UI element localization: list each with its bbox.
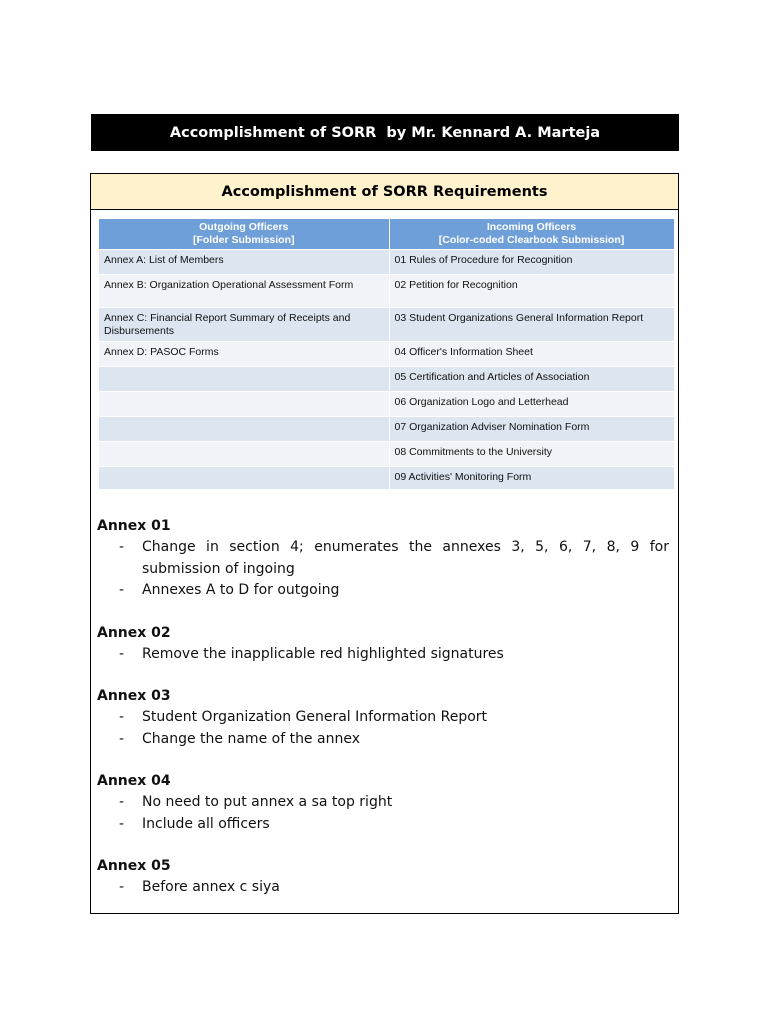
annex-item-list [97,792,669,835]
list-item-text: Annexes A to D for outgoing [142,582,340,598]
table-row [99,367,674,392]
cell-text: 04 Officer's Information Sheet [394,346,533,358]
annex-03-section [97,685,669,750]
table-cell [99,275,389,308]
table-cell [99,467,389,489]
annex-heading: Annex 04 [97,773,171,789]
requirements-box-title: Accomplishment of SORR Requirements [221,183,548,200]
table-row [99,417,674,442]
annex-item-list [97,644,669,666]
list-item-text: Include all officers [142,815,270,832]
table-row [99,392,674,417]
annex-notes [97,515,669,919]
annex-01-section [97,515,669,602]
list-item-text: Change in section 4; enumerates the annexes 3, 5, 6, 7, 8, 9 for submission of ingoing [142,539,669,577]
table-row [99,275,674,308]
requirements-box [90,173,679,914]
table-cell [99,342,389,367]
table-header-row [99,219,674,250]
outgoing-officers-header [99,219,389,250]
table-cell [99,417,389,442]
annex-heading: Annex 05 [97,858,171,874]
requirements-box-header [91,174,678,210]
cell-text: Annex D: PASOC Forms [104,346,219,358]
list-item [97,814,669,836]
dash-bullet: - [119,794,125,810]
dash-bullet: - [119,879,125,895]
dash-bullet: - [119,645,125,662]
table-cell [389,342,674,367]
table-cell [99,392,389,417]
document-title: Accomplishment of SORR by Mr. Kennard A. Marteja [169,124,601,141]
header-line: [Color-coded Clearbook Submission] [438,234,625,246]
cell-text: Annex A: List of Members [104,254,224,266]
dash-bullet: - [119,815,125,832]
list-item-text: Change the name of the annex [142,730,360,747]
cell-text [104,467,384,471]
annex-heading: Annex 01 [97,518,171,534]
table-cell [99,442,389,467]
list-item-text: Remove the inapplicable red highlighted signatures [142,645,504,662]
cell-text: 08 Commitments to the University [394,446,553,458]
header-line: Incoming Officers [486,221,577,233]
table-cell [99,250,389,275]
cell-text: Annex C: Financial Report Summary of Receipts and Disbursements [104,312,351,337]
list-item [97,707,669,729]
cell-text: 05 Certification and Articles of Association [394,371,590,383]
list-item [97,877,669,899]
list-item-text: No need to put annex a sa top right [142,794,393,810]
cell-text [104,367,384,371]
table-row [99,308,674,342]
dash-bullet: - [119,582,125,598]
table-cell [389,467,674,489]
cell-text: 01 Rules of Procedure for Recognition [394,254,573,266]
dash-bullet: - [119,539,125,555]
document-title-bar [91,114,679,151]
table-cell [389,308,674,342]
table-cell [389,392,674,417]
cell-text [104,442,384,446]
cell-text: 03 Student Organizations General Information Report [394,312,644,324]
list-item-text: Before annex c siya [142,879,280,895]
list-item [97,537,669,580]
cell-text: Annex B: Organization Operational Assessment Form [104,279,354,291]
list-item [97,792,669,814]
cell-text [104,417,384,421]
annex-05-section [97,855,669,899]
cell-text: 06 Organization Logo and Letterhead [394,396,569,408]
table-cell [389,367,674,392]
list-item-text: Student Organization General Information Report [142,709,488,725]
annex-heading: Annex 03 [97,688,171,704]
dash-bullet: - [119,709,125,725]
list-item [97,644,669,666]
incoming-officers-header [389,219,674,250]
cell-text: 02 Petition for Recognition [394,279,518,291]
annex-item-list [97,877,669,899]
table-row [99,342,674,367]
annex-item-list [97,707,669,750]
sorr-requirements-table [99,219,675,489]
table-cell [99,367,389,392]
annex-item-list [97,537,669,602]
table-cell [389,442,674,467]
header-line: Outgoing Officers [199,221,289,233]
table-row [99,467,674,489]
annex-heading: Annex 02 [97,624,171,641]
table-row [99,442,674,467]
annex-04-section [97,770,669,835]
header-line: [Folder Submission] [192,234,295,246]
table-cell [389,275,674,308]
dash-bullet: - [119,730,125,747]
table-row [99,250,674,275]
list-item [97,729,669,751]
list-item [97,580,669,602]
cell-text: 07 Organization Adviser Nomination Form [394,421,590,433]
table-cell [389,250,674,275]
annex-02-section [97,622,669,666]
table-cell [389,417,674,442]
cell-text [104,392,384,396]
table-cell [99,308,389,342]
cell-text: 09 Activities' Monitoring Form [394,471,532,483]
